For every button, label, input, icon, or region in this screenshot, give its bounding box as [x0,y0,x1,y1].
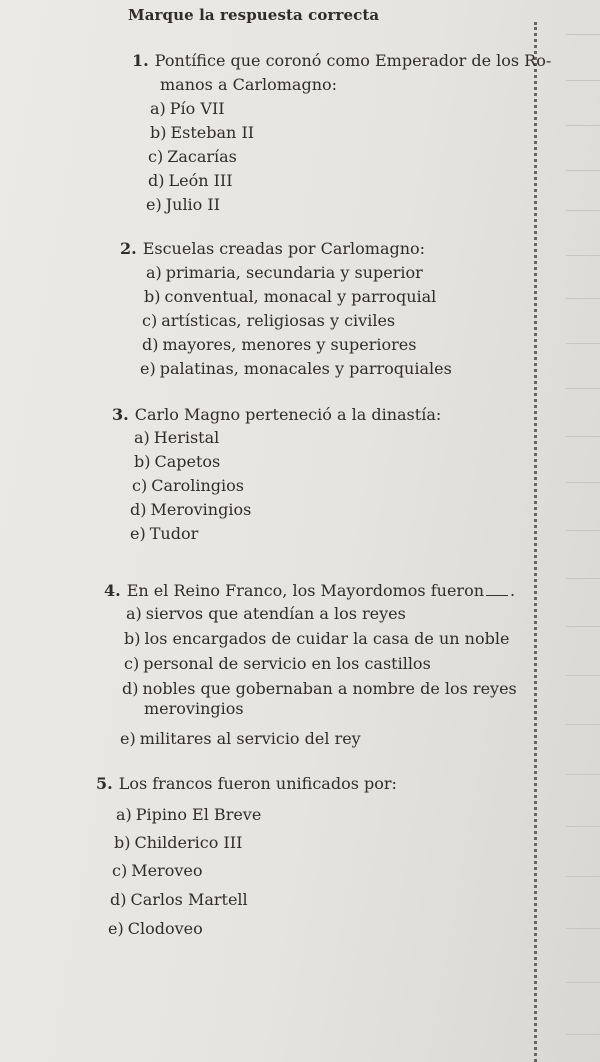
option[interactable] [144,288,436,306]
option[interactable] [150,124,254,142]
option-text: Childerico III [134,833,243,852]
question-2 [120,240,425,258]
option-text: Carolingios [151,476,245,495]
question-text: Carlo Magno perteneció a la dinastía: [134,405,442,424]
option[interactable] [120,730,361,748]
option-text: conventual, monacal y parroquial [164,287,437,306]
option[interactable] [150,100,225,118]
margin-rule [566,34,600,35]
option[interactable] [142,336,416,354]
option[interactable] [142,312,395,330]
option-text: León III [168,171,233,190]
option-letter: e) [130,524,146,543]
option-text: palatinas, monacales y parroquiales [159,359,452,378]
option[interactable] [140,360,452,378]
option-text: Merovingios [150,500,252,519]
option-letter: d) [122,679,139,698]
option-text: Heristal [153,428,220,447]
answer-blank[interactable] [486,595,508,596]
margin-rule [566,724,600,725]
margin-rule [566,774,600,775]
question-text: Escuelas creadas por Carlomagno: [142,239,426,258]
option[interactable] [124,630,509,648]
option-text: personal de servicio en los castillos [143,654,431,673]
option[interactable] [148,172,233,190]
margin-dotted-line [534,22,537,1062]
option-letter: b) [150,123,167,142]
question-number: 3. [112,405,129,424]
option-letter: d) [110,890,127,909]
margin-rule [566,578,600,579]
margin-rule [566,125,600,126]
option-letter: a) [146,263,162,282]
question-number: 4. [104,581,121,600]
margin-rule [566,170,600,171]
option-continuation: merovingios [144,699,244,718]
option-text: Zacarías [167,147,237,166]
option-text: Esteban II [170,123,255,142]
option[interactable] [148,148,237,166]
option[interactable] [108,920,203,938]
option-text: artísticas, religiosas y civiles [161,311,396,330]
margin-rule [566,675,600,676]
option-text: nobles que gobernaban a nombre de los reyes [142,679,517,698]
option-letter: c) [124,654,140,673]
question-1-line2: manos a Carlomagno: [160,75,338,94]
margin-rule [566,80,600,81]
option-letter: e) [140,359,156,378]
option[interactable] [116,806,261,824]
margin-rule [566,876,600,877]
margin-rule [566,530,600,531]
option-letter: b) [134,452,151,471]
margin-rule [566,626,600,627]
margin-rule [566,928,600,929]
option[interactable] [122,680,517,698]
option[interactable] [146,196,220,214]
margin-rule [566,388,600,389]
option[interactable] [112,862,202,880]
option-letter: e) [146,195,162,214]
question-suffix: . [510,581,516,600]
option[interactable] [126,605,406,623]
margin-rule [566,482,600,483]
option-text: militares al servicio del rey [139,729,361,748]
option[interactable] [130,525,198,543]
margin-rule [566,210,600,211]
margin-rule [566,436,600,437]
option-letter: c) [148,147,164,166]
question-text: Pontífice que coronó como Emperador de los Ro- [154,51,552,70]
option[interactable] [114,834,242,852]
option-letter: c) [142,311,158,330]
question-4 [104,582,515,600]
option-text: los encargados de cuidar la casa de un noble [144,629,510,648]
option[interactable] [110,891,248,909]
option-text: Carlos Martell [130,890,248,909]
option-text: Clodoveo [127,919,203,938]
option-letter: b) [144,287,161,306]
option-text: Pío VII [169,99,225,118]
question-text: En el Reino Franco, los Mayordomos fueron [126,581,485,600]
option[interactable] [130,501,251,519]
option-text: Pipino El Breve [135,805,262,824]
question-number: 1. [132,51,149,70]
option-letter: b) [114,833,131,852]
margin-rule [566,982,600,983]
option-letter: a) [116,805,132,824]
margin-rule [566,826,600,827]
option[interactable] [134,429,219,447]
option[interactable] [146,264,423,282]
option-letter: c) [112,861,128,880]
option-letter: d) [148,171,165,190]
option-letter: e) [108,919,124,938]
option-text: siervos que atendían a los reyes [145,604,406,623]
option-letter: b) [124,629,141,648]
margin-rule [566,1034,600,1035]
margin-rule [566,343,600,344]
margin-rule [566,298,600,299]
option-letter: a) [150,99,166,118]
option-letter: c) [132,476,148,495]
page-heading: Marque la respuesta correcta [128,6,380,24]
option-letter: e) [120,729,136,748]
option-text: mayores, menores y superiores [162,335,417,354]
option-letter: d) [142,335,159,354]
option-text: primaria, secundaria y superior [165,263,423,282]
option-text: Capetos [154,452,221,471]
question-5 [96,775,397,793]
option[interactable] [134,453,220,471]
option-letter: d) [130,500,147,519]
option-letter: a) [134,428,150,447]
option-letter: a) [126,604,142,623]
option[interactable] [132,477,244,495]
margin-rule [566,255,600,256]
question-1 [132,52,551,70]
option-text: Julio II [165,195,221,214]
option-text: Meroveo [131,861,203,880]
question-number: 2. [120,239,137,258]
option-text: Tudor [149,524,199,543]
question-number: 5. [96,774,113,793]
option[interactable] [124,655,431,673]
question-3 [112,406,441,424]
question-text: Los francos fueron unificados por: [118,774,397,793]
